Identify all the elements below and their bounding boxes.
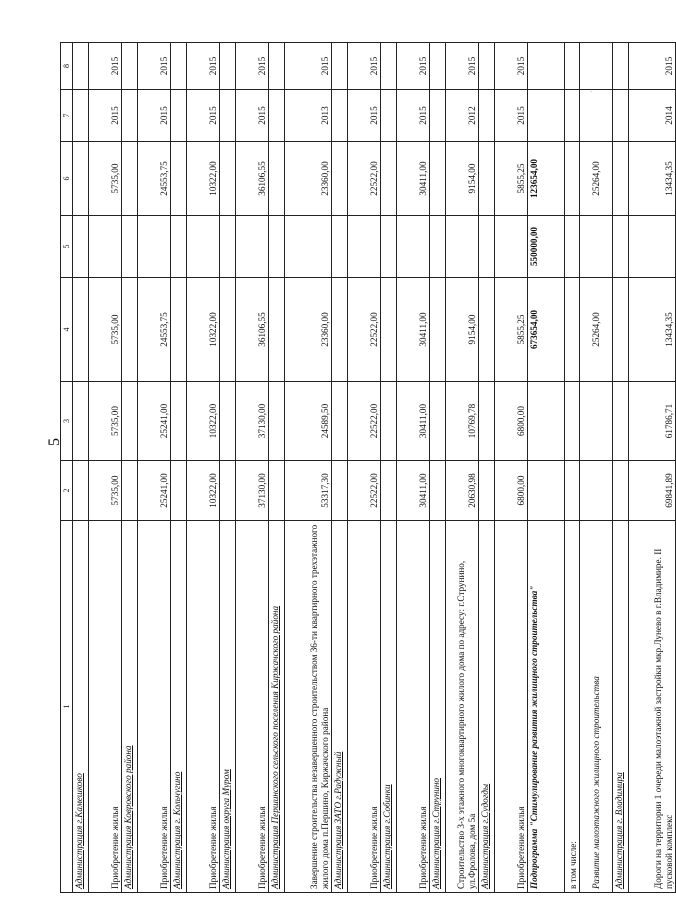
empty-cell bbox=[430, 90, 446, 142]
item-description: Развитие малоэтажного жилищного строительства bbox=[580, 521, 613, 893]
value-cell-c5 bbox=[285, 216, 332, 278]
empty-cell bbox=[613, 382, 629, 461]
value-cell-c3: 37130,00 bbox=[236, 382, 269, 461]
value-cell-c3: 6800,00 bbox=[495, 382, 528, 461]
value-cell-c8: 2015 bbox=[629, 43, 676, 90]
empty-cell bbox=[430, 43, 446, 90]
empty-cell bbox=[332, 382, 348, 461]
value-cell-c3: 24589,50 bbox=[285, 382, 332, 461]
value-cell-c2 bbox=[528, 461, 565, 521]
empty-cell bbox=[73, 216, 89, 278]
value-cell-c6: 36106,55 bbox=[236, 142, 269, 216]
value-cell-c2 bbox=[565, 461, 580, 521]
col-header-4: 4 bbox=[61, 278, 73, 382]
value-cell-c5 bbox=[187, 216, 220, 278]
value-cell-c4: 36106,55 bbox=[236, 278, 269, 382]
value-cell-c3: 10769,78 bbox=[446, 382, 479, 461]
empty-cell bbox=[381, 43, 397, 90]
value-cell-c5 bbox=[236, 216, 269, 278]
empty-cell bbox=[220, 216, 236, 278]
empty-cell bbox=[381, 382, 397, 461]
empty-cell bbox=[381, 142, 397, 216]
table-row bbox=[89, 43, 122, 893]
value-cell-c5 bbox=[348, 216, 381, 278]
value-cell-c8: 2015 bbox=[187, 43, 220, 90]
empty-cell bbox=[122, 461, 138, 521]
empty-cell bbox=[73, 90, 89, 142]
table-row bbox=[397, 43, 430, 893]
value-cell-c6: 10322,00 bbox=[187, 142, 220, 216]
item-description: Завершение строительства незавершенного строительством 36-ти квартирного трехэтажного жилого дома п.Першино, Киржачского района bbox=[285, 521, 332, 893]
col-header-6: 6 bbox=[61, 142, 73, 216]
empty-cell bbox=[73, 461, 89, 521]
empty-cell bbox=[122, 90, 138, 142]
col-header-8: 8 bbox=[61, 43, 73, 90]
empty-cell bbox=[171, 43, 187, 90]
value-cell-c7: 2015 bbox=[187, 90, 220, 142]
table-row bbox=[73, 43, 89, 893]
empty-cell bbox=[613, 90, 629, 142]
value-cell-c4: 9154,00 bbox=[446, 278, 479, 382]
value-cell-c4: 25264,00 bbox=[580, 278, 613, 382]
empty-cell bbox=[430, 461, 446, 521]
value-cell-c2: 5735,00 bbox=[89, 461, 122, 521]
value-cell-c6: 5735,00 bbox=[89, 142, 122, 216]
empty-cell bbox=[171, 278, 187, 382]
empty-cell bbox=[613, 278, 629, 382]
value-cell-c2: 53317,30 bbox=[285, 461, 332, 521]
table-row bbox=[285, 43, 332, 893]
value-cell-c5 bbox=[138, 216, 171, 278]
empty-cell bbox=[122, 382, 138, 461]
item-description: в том числе: bbox=[565, 521, 580, 893]
table-row bbox=[332, 43, 348, 893]
empty-cell bbox=[171, 382, 187, 461]
empty-cell bbox=[332, 216, 348, 278]
table-row bbox=[430, 43, 446, 893]
value-cell-c4: 30411,00 bbox=[397, 278, 430, 382]
value-cell-c7: 2015 bbox=[236, 90, 269, 142]
value-cell-c3: 25241,00 bbox=[138, 382, 171, 461]
value-cell-c2 bbox=[580, 461, 613, 521]
value-cell-c8: 2015 bbox=[397, 43, 430, 90]
value-cell-c7: 2015 bbox=[138, 90, 171, 142]
empty-cell bbox=[479, 461, 495, 521]
value-cell-c7: 2015 bbox=[495, 90, 528, 142]
empty-cell bbox=[73, 43, 89, 90]
value-cell-c7: 2015 bbox=[348, 90, 381, 142]
value-cell-c3 bbox=[580, 382, 613, 461]
value-cell-c4: 23360,00 bbox=[285, 278, 332, 382]
value-cell-c5 bbox=[446, 216, 479, 278]
item-description: Приобретение жилья bbox=[236, 521, 269, 893]
item-description: Строительство 3-х этажного многоквартирного жилого дома по адресу: г.Струнино, ул.Фролова, дом 5а bbox=[446, 521, 479, 893]
table-row bbox=[446, 43, 479, 893]
empty-cell bbox=[479, 216, 495, 278]
col-header-3: 3 bbox=[61, 382, 73, 461]
table-row bbox=[220, 43, 236, 893]
item-description: Подпрограмма "Стимулирование развития жилищного строительства" bbox=[528, 521, 565, 893]
table-row bbox=[565, 43, 580, 893]
value-cell-c4: 673654,00 bbox=[528, 278, 565, 382]
value-cell-c2: 6800,00 bbox=[495, 461, 528, 521]
value-cell-c5 bbox=[580, 216, 613, 278]
table-row bbox=[613, 43, 629, 893]
table-row bbox=[171, 43, 187, 893]
empty-cell bbox=[220, 382, 236, 461]
value-cell-c7: 2012 bbox=[446, 90, 479, 142]
empty-cell bbox=[332, 142, 348, 216]
empty-cell bbox=[479, 43, 495, 90]
empty-cell bbox=[381, 461, 397, 521]
empty-cell bbox=[613, 43, 629, 90]
empty-cell bbox=[479, 90, 495, 142]
administration-name: Администрация Ковровского района bbox=[122, 521, 138, 893]
col-header-1: 1 bbox=[61, 521, 73, 893]
table-row bbox=[495, 43, 528, 893]
value-cell-c3: 61786,71 bbox=[629, 382, 676, 461]
empty-cell bbox=[332, 90, 348, 142]
empty-cell bbox=[269, 90, 285, 142]
empty-cell bbox=[122, 278, 138, 382]
value-cell-c2: 20630,98 bbox=[446, 461, 479, 521]
empty-cell bbox=[171, 142, 187, 216]
value-cell-c6: 13434,35 bbox=[629, 142, 676, 216]
value-cell-c6: 22522,00 bbox=[348, 142, 381, 216]
administration-name: Администрация г.Струнино bbox=[430, 521, 446, 893]
empty-cell bbox=[73, 142, 89, 216]
value-cell-c7: 2013 bbox=[285, 90, 332, 142]
value-cell-c6: 9154,00 bbox=[446, 142, 479, 216]
value-cell-c5 bbox=[565, 216, 580, 278]
administration-name: Администрация Першинского сельского поселения Киржачского района bbox=[269, 521, 285, 893]
administration-name: Администрация г.Судогды bbox=[479, 521, 495, 893]
value-cell-c6: 25264,00 bbox=[580, 142, 613, 216]
value-cell-c8: 2015 bbox=[348, 43, 381, 90]
empty-cell bbox=[479, 142, 495, 216]
value-cell-c6: 123654,00 bbox=[528, 142, 565, 216]
value-cell-c2: 22522,00 bbox=[348, 461, 381, 521]
value-cell-c6: 5855,25 bbox=[495, 142, 528, 216]
empty-cell bbox=[381, 278, 397, 382]
value-cell-c5 bbox=[495, 216, 528, 278]
empty-cell bbox=[171, 90, 187, 142]
value-cell-c2: 37130,00 bbox=[236, 461, 269, 521]
value-cell-c8: 2015 bbox=[89, 43, 122, 90]
empty-cell bbox=[171, 461, 187, 521]
value-cell-c4: 24553,75 bbox=[138, 278, 171, 382]
rotated-table-area bbox=[60, 43, 674, 893]
empty-cell bbox=[171, 216, 187, 278]
value-cell-c3 bbox=[565, 382, 580, 461]
table-row bbox=[138, 43, 171, 893]
value-cell-c3: 10322,00 bbox=[187, 382, 220, 461]
empty-cell bbox=[332, 278, 348, 382]
table-row bbox=[580, 43, 613, 893]
value-cell-c4: 5735,00 bbox=[89, 278, 122, 382]
administration-name: Администрация г.Собинки bbox=[381, 521, 397, 893]
value-cell-c4: 10322,00 bbox=[187, 278, 220, 382]
value-cell-c7: 2014 bbox=[629, 90, 676, 142]
administration-name: Администрация г. Кольчугино bbox=[171, 521, 187, 893]
col-header-5: 5 bbox=[61, 216, 73, 278]
table-row bbox=[269, 43, 285, 893]
empty-cell bbox=[122, 142, 138, 216]
empty-cell bbox=[122, 43, 138, 90]
table-row bbox=[187, 43, 220, 893]
value-cell-c4: 13434,35 bbox=[629, 278, 676, 382]
value-cell-c6: 24553,75 bbox=[138, 142, 171, 216]
value-cell-c8: 2015 bbox=[285, 43, 332, 90]
value-cell-c5 bbox=[89, 216, 122, 278]
administration-name: Администрация г.Камешково bbox=[73, 521, 89, 893]
empty-cell bbox=[613, 142, 629, 216]
empty-cell bbox=[613, 461, 629, 521]
table-row bbox=[236, 43, 269, 893]
value-cell-c7: 2015 bbox=[397, 90, 430, 142]
value-cell-c3: 22522,00 bbox=[348, 382, 381, 461]
empty-cell bbox=[269, 461, 285, 521]
header-row bbox=[61, 43, 73, 893]
value-cell-c6: 30411,00 bbox=[397, 142, 430, 216]
page-number: 5 bbox=[46, 438, 63, 446]
administration-name: Администрация ЗАТО г.Радужный bbox=[332, 521, 348, 893]
table-row bbox=[381, 43, 397, 893]
table-row bbox=[528, 43, 565, 893]
value-cell-c6 bbox=[565, 142, 580, 216]
value-cell-c8 bbox=[580, 43, 613, 90]
empty-cell bbox=[269, 216, 285, 278]
col-header-7: 7 bbox=[61, 90, 73, 142]
value-cell-c6: 23360,00 bbox=[285, 142, 332, 216]
item-description: Приобретение жилья bbox=[348, 521, 381, 893]
value-cell-c7 bbox=[565, 90, 580, 142]
value-cell-c4 bbox=[565, 278, 580, 382]
empty-cell bbox=[479, 278, 495, 382]
empty-cell bbox=[430, 382, 446, 461]
empty-cell bbox=[381, 90, 397, 142]
item-description: Приобретение жилья bbox=[397, 521, 430, 893]
value-cell-c7 bbox=[580, 90, 613, 142]
value-cell-c8 bbox=[565, 43, 580, 90]
value-cell-c3: 5735,00 bbox=[89, 382, 122, 461]
value-cell-c8: 2015 bbox=[138, 43, 171, 90]
empty-cell bbox=[381, 216, 397, 278]
empty-cell bbox=[430, 142, 446, 216]
empty-cell bbox=[332, 461, 348, 521]
value-cell-c2: 69841,89 bbox=[629, 461, 676, 521]
value-cell-c2: 25241,00 bbox=[138, 461, 171, 521]
empty-cell bbox=[73, 382, 89, 461]
empty-cell bbox=[430, 216, 446, 278]
value-cell-c8: 2015 bbox=[495, 43, 528, 90]
empty-cell bbox=[269, 142, 285, 216]
value-cell-c7: 2015 bbox=[89, 90, 122, 142]
value-cell-c5 bbox=[397, 216, 430, 278]
item-description: Приобретение жилья bbox=[187, 521, 220, 893]
empty-cell bbox=[430, 278, 446, 382]
empty-cell bbox=[220, 461, 236, 521]
empty-cell bbox=[73, 278, 89, 382]
administration-name: Администрация г. Владимира bbox=[613, 521, 629, 893]
value-cell-c5: 550000,00 bbox=[528, 216, 565, 278]
administration-name: Администрация округа Муром bbox=[220, 521, 236, 893]
value-cell-c5 bbox=[629, 216, 676, 278]
item-description: Приобретение жилья bbox=[495, 521, 528, 893]
empty-cell bbox=[332, 43, 348, 90]
value-cell-c8: 2015 bbox=[446, 43, 479, 90]
item-description: Приобретение жилья bbox=[89, 521, 122, 893]
empty-cell bbox=[269, 43, 285, 90]
value-cell-c7 bbox=[528, 90, 565, 142]
item-description: Приобретение жилья bbox=[138, 521, 171, 893]
value-cell-c4: 5855,25 bbox=[495, 278, 528, 382]
value-cell-c8: 2015 bbox=[236, 43, 269, 90]
value-cell-c2: 10322,00 bbox=[187, 461, 220, 521]
value-cell-c3 bbox=[528, 382, 565, 461]
table-row bbox=[479, 43, 495, 893]
empty-cell bbox=[220, 90, 236, 142]
scan-mark: · bbox=[590, 88, 593, 96]
empty-cell bbox=[269, 382, 285, 461]
empty-cell bbox=[220, 142, 236, 216]
empty-cell bbox=[122, 216, 138, 278]
empty-cell bbox=[269, 278, 285, 382]
empty-cell bbox=[220, 278, 236, 382]
empty-cell bbox=[613, 216, 629, 278]
value-cell-c2: 30411,00 bbox=[397, 461, 430, 521]
empty-cell bbox=[479, 382, 495, 461]
item-description: Дороги на территории 1 очереди малоэтажной застройки мкр.Лунево в г.Владимире. II пусковой комплекс bbox=[629, 521, 676, 893]
col-header-2: 2 bbox=[61, 461, 73, 521]
table-row bbox=[629, 43, 676, 893]
housing-program-table bbox=[60, 42, 676, 893]
empty-cell bbox=[220, 43, 236, 90]
table-row bbox=[348, 43, 381, 893]
value-cell-c3: 30411,00 bbox=[397, 382, 430, 461]
table-row bbox=[122, 43, 138, 893]
value-cell-c4: 22522,00 bbox=[348, 278, 381, 382]
value-cell-c8 bbox=[528, 43, 565, 90]
table-body bbox=[73, 43, 676, 893]
